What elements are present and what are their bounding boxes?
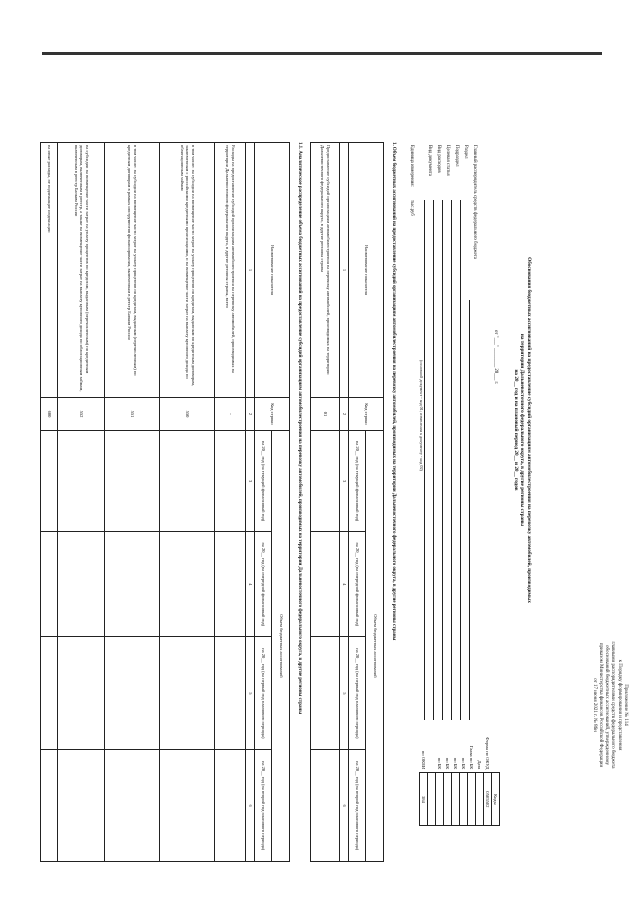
table-cell: [215, 532, 246, 637]
field-razdel: Раздел: [463, 145, 468, 159]
table-row-code: 550: [160, 398, 215, 431]
col-number: 1: [246, 143, 255, 398]
col-year2-header: на 20__ год (на очередной финансовый год): [349, 532, 367, 637]
code-label: по БК: [453, 757, 459, 770]
field-underline: [442, 200, 443, 720]
approval-line: главными распорядителями средств федерального бюджета: [610, 641, 616, 769]
col-number: 3: [246, 431, 255, 532]
col-number: 3: [340, 431, 349, 532]
code-value: [468, 773, 476, 826]
table-cell: [58, 750, 105, 862]
title-line: на территории Дальневосточного федерального округа, в другие регионы страны: [519, 333, 526, 527]
doc-type-hint: (основной документ - код 01; изменения к документу - код 02): [419, 360, 424, 471]
col-year1-header: на 20__ год (на текущий финансовый год): [349, 431, 367, 532]
code-label: Глава по БК: [469, 745, 475, 770]
table-row-name: на субсидии на возмещение части затрат на уплату процентов по кредитам, выданным (перечисленным) по кредитным договорам, включенным в реестр, а также на возмещение части затрат на выплату купонного дохода по облигационным займам, включенным в реестр Банком России: [58, 143, 105, 398]
unit-value: тыс.руб: [409, 200, 414, 216]
table-cell: [105, 637, 160, 750]
table-cell: [58, 637, 105, 750]
table-cell: [41, 431, 58, 532]
col-name-header: Наименование показателя: [349, 143, 384, 398]
col-name-header: Наименование показателя: [255, 143, 290, 398]
code-label: по БК: [461, 757, 467, 770]
field-tselevaya-statya: Целевая статья: [445, 145, 450, 176]
approval-line: Приложение № 114: [623, 684, 628, 726]
field-underline: [460, 200, 461, 720]
code-value: 0505502: [484, 773, 492, 826]
table-cell: [311, 750, 340, 862]
table-row-code: 551: [105, 398, 160, 431]
table-row-code: 01: [311, 398, 340, 431]
field-podrazdel: Подраздел: [454, 145, 459, 167]
field-vid-dokumenta: Вид документа: [427, 145, 432, 176]
col-year2-header: на 20__ год (на очередной финансовый год): [255, 532, 273, 637]
code-label: Дата: [477, 760, 483, 770]
codes-table: [419, 735, 500, 826]
table-cell: [160, 532, 215, 637]
field-underline: [469, 300, 470, 720]
code-value: [428, 773, 436, 826]
table-cell: [215, 637, 246, 750]
col-number: 2: [340, 398, 349, 431]
code-value: [452, 773, 460, 826]
table-cell: [311, 431, 340, 532]
approval-line: приказом Министерства финансов Российской Федерации: [598, 642, 603, 768]
col-number: 5: [246, 637, 255, 750]
col-number: 2: [246, 398, 255, 431]
col-year4-header: на 20__ год (на второй год планового периода): [349, 750, 367, 862]
col-year3-header: на 20__ год (на первый год планового периода): [255, 637, 273, 750]
table-cell: [105, 532, 160, 637]
table-row-name: Предоставление субсидий организациям автомобилестроения на перевозку автомобилей, производимых на территории Дальневосточного федерального округа, в другие регионы страны: [311, 143, 340, 398]
field-gl-rasp: Главный распорядитель средств федерального бюджета: [472, 145, 477, 259]
code-value: 384: [420, 773, 428, 826]
section11-title: 1.1. Аналитическое распределение объема бюджетных ассигнований на предоставление субсидий организациям автомобилестроения на перевозку автомобилей, производимых на территории Дальневосточного федерального округа, в другие регионы страны: [297, 142, 302, 715]
title-line: на 20__ год и на плановый период 20__ и 20__ годов: [513, 369, 519, 491]
field-vid-raskhodov: Вид расходов: [436, 145, 441, 173]
table-cell: [160, 637, 215, 750]
table-row-name: Расходы на предоставление субсидий организациям автомобилестроения на перевозку автомобилей, производимых на территории Дальневосточного федерального округа, в другие регионы страны, всего: [215, 143, 246, 398]
section1-title: 1. Объем бюджетных ассигнований на предоставление субсидий организациям автомобилестроения на перевозку автомобилей, производимых на территории Дальневосточного федерального округа, в другие регионы страны: [391, 142, 396, 641]
col-year3-header: на 20__ год (на первый год планового периода): [349, 637, 367, 750]
col-number: 6: [246, 750, 255, 862]
document-title: [513, 150, 533, 710]
table-row-code: 600: [41, 398, 58, 431]
code-label: Форма по ОКУД: [485, 737, 491, 770]
col-code-header: Код строки: [349, 398, 384, 431]
table-cell: [58, 532, 105, 637]
col-number: 4: [340, 532, 349, 637]
col-year4-header: на 20__ год (на второй год планового периода): [255, 750, 273, 862]
field-underline: [451, 200, 452, 720]
table-cell: [105, 431, 160, 532]
table-cell: [311, 637, 340, 750]
code-label: по ОКЕИ: [421, 750, 427, 770]
approval-line: к Порядку формирования и представления: [616, 659, 622, 751]
col-group-header: Объем бюджетных ассигнований: [366, 431, 384, 862]
section1-table: [310, 142, 384, 862]
table-row-code: -: [215, 398, 246, 431]
table-cell: [215, 431, 246, 532]
code-value: [460, 773, 468, 826]
table-row-code: 552: [58, 398, 105, 431]
scan-edge-bar: [42, 52, 602, 55]
date-line: от "___" ________ 20___ г.: [493, 330, 498, 385]
col-number: 4: [246, 532, 255, 637]
table-cell: [41, 750, 58, 862]
col-number: 1: [340, 143, 349, 398]
code-value: [444, 773, 452, 826]
field-underline: [424, 200, 425, 720]
table-cell: [41, 637, 58, 750]
code-label: [428, 735, 436, 773]
col-number: 6: [340, 750, 349, 862]
col-number: 5: [340, 637, 349, 750]
table-cell: [311, 532, 340, 637]
field-underline: [433, 200, 434, 720]
table-row-name: на иные расходы, не подлежащие индексации: [41, 143, 58, 398]
code-label: по БК: [445, 757, 451, 770]
table-cell: [215, 750, 246, 862]
code-value: [436, 773, 444, 826]
table-row-name: в том числе: на субсидии на возмещение части затрат на уплату процентов по кредитам, выданным по кредитным договорам, заключенным с российскими кредитными организациями, и на возмещение части затрат на выплату купонного дохода по облигационным займам: [160, 143, 215, 398]
code-label: по БК: [437, 757, 443, 770]
col-code-header: Код строки: [255, 398, 290, 431]
unit-label: Единица измерения:: [409, 145, 414, 187]
table-row-name: в том числе: на субсидии на возмещение части затрат на уплату процентов по кредитам, выданным (перечисленным) по кредитным договорам в рамках инструментов финансирования, включенным в реестр Банком России: [105, 143, 160, 398]
col-year1-header: на 20__ год (на текущий финансовый год): [255, 431, 273, 532]
approval-line: обоснований бюджетных ассигнований, утвержденному: [604, 645, 610, 765]
col-group-header: Объем бюджетных ассигнований: [272, 431, 290, 862]
title-line: Обоснования бюджетных ассигнований на предоставление субсидий организациям автомобилестроения на перевозку автомобилей, производимых: [526, 257, 532, 603]
table-cell: [160, 750, 215, 862]
codes-header: Коды: [492, 773, 500, 826]
table-cell: [160, 431, 215, 532]
code-value: [476, 773, 484, 826]
table-cell: [58, 431, 105, 532]
table-cell: [41, 532, 58, 637]
section11-table: [40, 142, 290, 862]
table-cell: [105, 750, 160, 862]
approval-block: [591, 575, 629, 835]
approval-line: от 17 июня 2021 г. № 86н: [591, 678, 597, 732]
